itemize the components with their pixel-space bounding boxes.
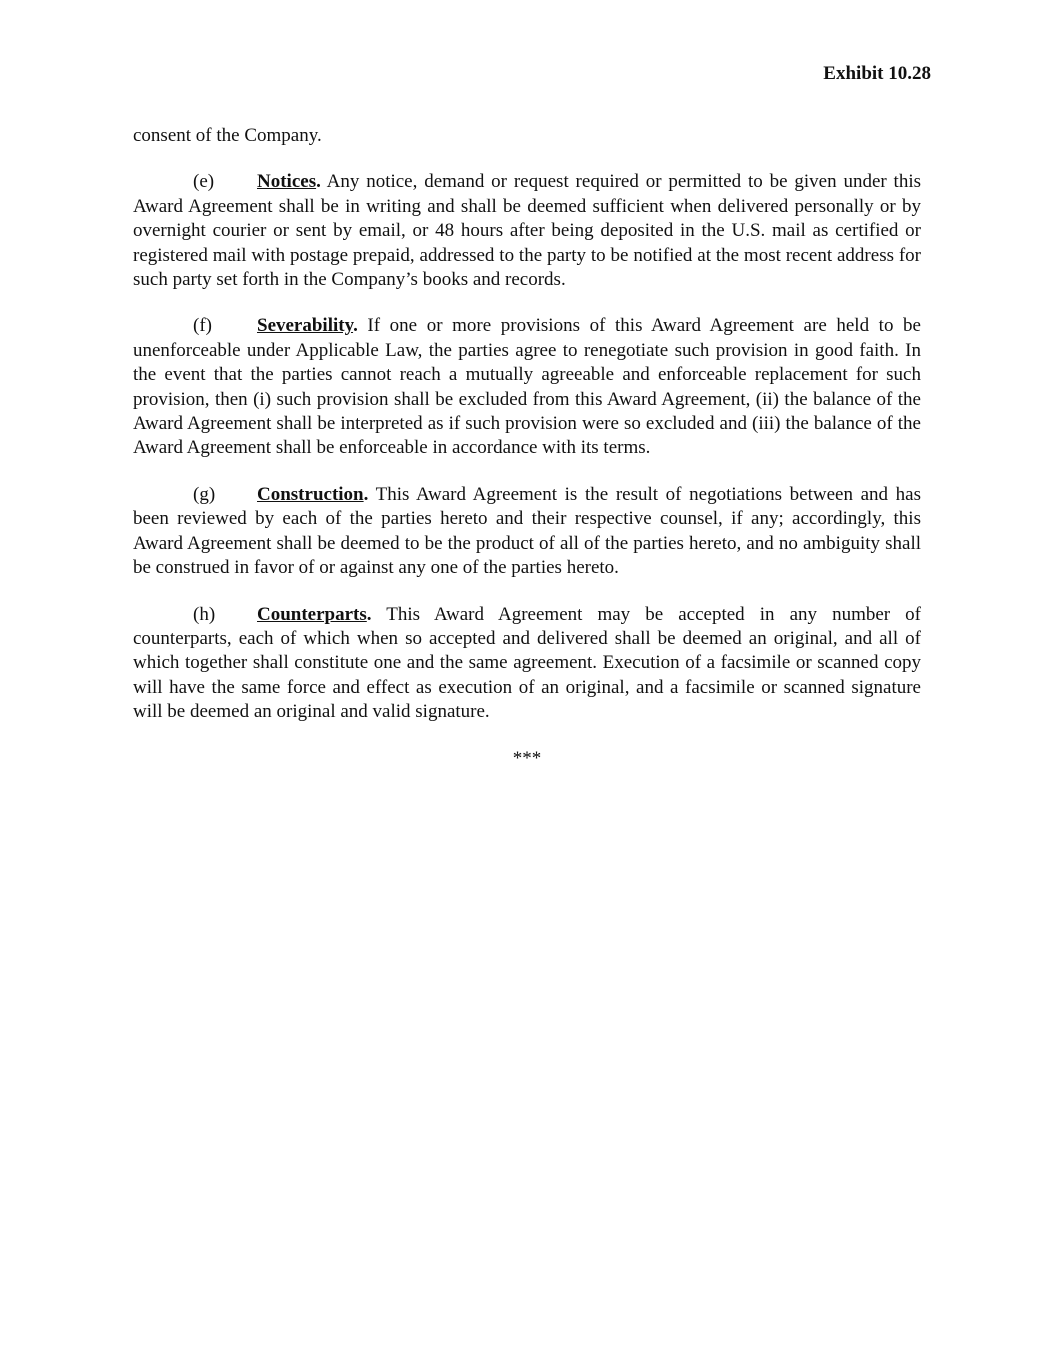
heading-period: . xyxy=(366,603,372,625)
section-construction xyxy=(133,483,921,581)
section-marker: (f) xyxy=(193,315,212,337)
exhibit-label: Exhibit 10.28 xyxy=(823,63,931,84)
section-marker: (h) xyxy=(193,603,216,625)
section-heading: Construction xyxy=(257,483,364,505)
section-heading: Severability xyxy=(257,315,354,337)
continuation-text: consent of the Company. xyxy=(133,125,322,146)
end-of-section-mark: *** xyxy=(512,747,542,769)
section-heading: Counterparts xyxy=(257,603,367,625)
heading-period: . xyxy=(353,315,358,337)
heading-period: . xyxy=(316,171,321,193)
section-severability xyxy=(133,314,921,460)
section-text: This Award Agreement may be accepted in any number of counterparts, each of which when so accepted and delivered shall be deemed an original, and all of which together shall constitute one and the same agreement. Execution of a facsimile or scanned copy will have the same force and effect as execution of an original, and a facsimile or scanned signature will be deemed an original and valid signature. xyxy=(133,603,921,723)
section-counterparts xyxy=(133,603,921,725)
section-notices xyxy=(133,170,921,292)
section-marker: (e) xyxy=(193,171,215,193)
section-text: Any notice, demand or request required or permitted to be given under this Award Agreement shall be in writing and shall be deemed sufficient when delivered personally or by overnight courier or sent by email, or 48 hours after being deposited in the U.S. mail as certified or registered mail with postage prepaid, addressed to the party to be notified at the most recent address for such party set forth in the Company’s books and records. xyxy=(133,171,921,291)
document-body xyxy=(133,124,921,771)
heading-period: . xyxy=(363,483,369,505)
section-marker: (g) xyxy=(193,483,216,505)
section-text: This Award Agreement is the result of negotiations between and has been reviewed by each of the parties hereto and their respective counsel, if any; accordingly, this Award Agreement shall be deemed to be the product of all of the parties hereto, and no ambiguity shall be construed in favor of or against any one of the parties hereto. xyxy=(133,483,921,579)
section-heading: Notices xyxy=(257,171,317,193)
section-text: If one or more provisions of this Award Agreement are held to be unenforceable under Applicable Law, the parties agree to renegotiate such provision in good faith. In the event that the parties cannot reach a mutually agreeable and enforceable replacement for such provision, then (i) such provision shall be excluded from this Award Agreement, (ii) the balance of the Award Agreement shall be interpreted as if such provision were so excluded and (iii) the balance of the Award Agreement shall be enforceable in accordance with its terms. xyxy=(133,315,921,459)
